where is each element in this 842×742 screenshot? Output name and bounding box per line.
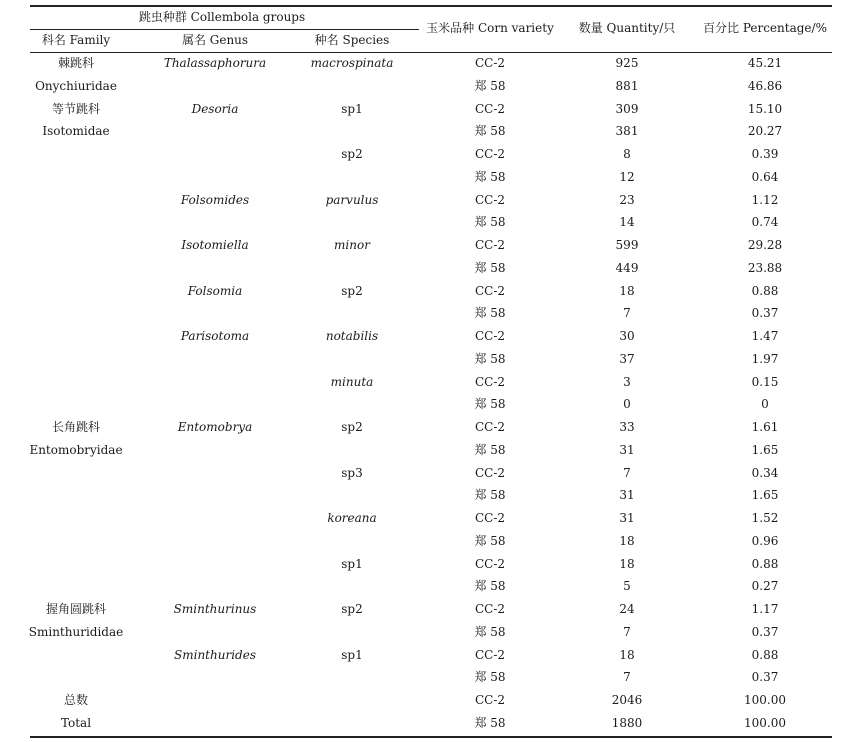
cell-percentage: 0.15 — [751, 374, 779, 389]
cell-variety: CC-2 — [474, 511, 506, 525]
cell-percentage: 0.34 — [751, 465, 779, 480]
cell-variety: 郑 58 — [474, 397, 506, 412]
cell-quantity: 449 — [615, 260, 639, 275]
cell-quantity: 7 — [623, 670, 631, 685]
cell-percentage: 0.39 — [751, 147, 779, 161]
cell-quantity: 12 — [619, 169, 635, 184]
cell-variety: CC-2 — [474, 556, 506, 571]
cell-variety: 郑 58 — [474, 215, 506, 230]
cell-variety: CC-2 — [474, 56, 506, 70]
header-family: 科名 Family — [41, 33, 111, 47]
cell-species: sp2 — [341, 147, 363, 161]
cell-species: sp2 — [341, 602, 363, 616]
cell-percentage: 15.10 — [747, 101, 783, 116]
cell-percentage: 0.96 — [751, 533, 779, 548]
cell-family: Total — [60, 715, 92, 730]
cell-genus: Desoria — [191, 101, 239, 116]
cell-variety: CC-2 — [474, 101, 506, 116]
cell-variety: 郑 58 — [474, 624, 506, 639]
cell-quantity: 7 — [623, 306, 631, 321]
header-bottom-rule — [30, 52, 832, 53]
cell-percentage: 0.64 — [751, 169, 779, 184]
cell-variety: 郑 58 — [474, 715, 506, 730]
cell-percentage: 1.97 — [751, 351, 779, 366]
cell-species: minor — [334, 238, 370, 252]
cell-percentage: 1.61 — [751, 420, 779, 434]
cell-genus: Sminthurinus — [173, 602, 257, 616]
header-percentage: 百分比 Percentage/% — [703, 21, 827, 35]
cell-family: 握角圆跳科 — [45, 602, 107, 616]
cell-family: 总数 — [63, 693, 89, 707]
cell-species: sp3 — [341, 465, 363, 480]
cell-variety: CC-2 — [474, 420, 506, 434]
cell-percentage: 0.88 — [751, 556, 779, 571]
cell-species: notabilis — [325, 329, 379, 343]
cell-percentage: 23.88 — [747, 260, 783, 275]
cell-genus: Sminthurides — [174, 647, 256, 662]
cell-quantity: 14 — [619, 215, 635, 230]
header-quantity: 数量 Quantity/只 — [578, 21, 676, 35]
cell-variety: CC-2 — [474, 147, 506, 161]
group-header-rule — [30, 29, 419, 30]
cell-family: Isotomidae — [42, 124, 110, 139]
cell-genus: Entomobrya — [177, 420, 253, 434]
cell-family: Sminthurididae — [28, 624, 124, 639]
cell-genus: Parisotoma — [180, 329, 250, 343]
cell-quantity: 2046 — [611, 693, 643, 707]
cell-percentage: 29.28 — [747, 238, 783, 252]
cell-variety: 郑 58 — [474, 260, 506, 275]
cell-percentage: 1.12 — [751, 192, 779, 207]
cell-family: 棘跳科 — [57, 56, 95, 70]
cell-percentage: 1.47 — [751, 329, 779, 343]
cell-family: 等节跳科 — [51, 101, 101, 116]
cell-quantity: 31 — [619, 488, 635, 503]
cell-quantity: 24 — [619, 602, 635, 616]
cell-quantity: 925 — [615, 56, 639, 70]
cell-quantity: 18 — [619, 556, 635, 571]
cell-percentage: 1.17 — [751, 602, 779, 616]
cell-variety: 郑 58 — [474, 579, 506, 594]
cell-variety: CC-2 — [474, 647, 506, 662]
header-collembola-groups: 跳虫种群 Collembola groups — [138, 10, 306, 24]
header-corn-variety: 玉米品种 Corn variety — [426, 21, 554, 35]
cell-quantity: 37 — [619, 351, 635, 366]
cell-quantity: 309 — [615, 101, 639, 116]
cell-variety: 郑 58 — [474, 78, 506, 93]
cell-quantity: 1880 — [611, 715, 643, 730]
cell-variety: CC-2 — [474, 465, 506, 480]
cell-quantity: 18 — [619, 647, 635, 662]
cell-variety: 郑 58 — [474, 306, 506, 321]
cell-percentage: 0.37 — [751, 624, 779, 639]
cell-variety: CC-2 — [474, 374, 506, 389]
cell-percentage: 0.74 — [751, 215, 779, 230]
cell-percentage: 46.86 — [747, 78, 783, 93]
cell-percentage: 0.37 — [751, 670, 779, 685]
cell-species: sp1 — [341, 101, 363, 116]
cell-quantity: 7 — [623, 465, 631, 480]
header-species: 种名 Species — [314, 33, 390, 47]
cell-percentage: 0.27 — [751, 579, 779, 594]
cell-variety: 郑 58 — [474, 533, 506, 548]
top-rule — [30, 5, 832, 7]
cell-variety: 郑 58 — [474, 169, 506, 184]
cell-quantity: 7 — [623, 624, 631, 639]
cell-variety: 郑 58 — [474, 488, 506, 503]
cell-percentage: 0.88 — [751, 647, 779, 662]
cell-percentage: 100.00 — [744, 715, 786, 730]
cell-species: sp1 — [341, 556, 363, 571]
cell-variety: CC-2 — [474, 693, 506, 707]
cell-variety: 郑 58 — [474, 351, 506, 366]
cell-family: Onychiuridae — [35, 78, 117, 93]
cell-quantity: 23 — [619, 192, 635, 207]
cell-percentage: 0 — [761, 397, 769, 412]
cell-percentage: 1.65 — [751, 488, 779, 503]
cell-percentage: 0.37 — [751, 306, 779, 321]
cell-variety: CC-2 — [474, 192, 506, 207]
cell-quantity: 31 — [619, 442, 635, 457]
cell-quantity: 3 — [623, 374, 631, 389]
cell-percentage: 100.00 — [744, 693, 786, 707]
cell-quantity: 8 — [623, 147, 631, 161]
cell-species: macrospinata — [310, 56, 394, 70]
cell-percentage: 1.52 — [751, 511, 779, 525]
cell-genus: Folsomides — [180, 192, 250, 207]
cell-variety: CC-2 — [474, 238, 506, 252]
cell-percentage: 0.88 — [751, 283, 779, 298]
cell-variety: 郑 58 — [474, 670, 506, 685]
cell-species: sp2 — [341, 420, 363, 434]
cell-species: koreana — [327, 511, 377, 525]
cell-species: parvulus — [325, 192, 379, 207]
cell-family: 长角跳科 — [51, 420, 101, 434]
cell-percentage: 20.27 — [747, 124, 783, 139]
cell-percentage: 45.21 — [747, 56, 783, 70]
cell-species: sp2 — [341, 283, 363, 298]
cell-quantity: 381 — [615, 124, 639, 139]
cell-variety: CC-2 — [474, 283, 506, 298]
cell-quantity: 18 — [619, 533, 635, 548]
cell-quantity: 881 — [615, 78, 639, 93]
header-genus: 属名 Genus — [181, 33, 249, 47]
cell-variety: 郑 58 — [474, 124, 506, 139]
cell-quantity: 5 — [623, 579, 631, 594]
cell-quantity: 0 — [623, 397, 631, 412]
cell-family: Entomobryidae — [29, 442, 123, 457]
cell-quantity: 31 — [619, 511, 635, 525]
cell-variety: 郑 58 — [474, 442, 506, 457]
cell-genus: Folsomia — [187, 283, 243, 298]
cell-quantity: 30 — [619, 329, 635, 343]
cell-percentage: 1.65 — [751, 442, 779, 457]
cell-quantity: 33 — [619, 420, 635, 434]
cell-quantity: 18 — [619, 283, 635, 298]
cell-quantity: 599 — [615, 238, 639, 252]
cell-genus: Thalassaphorura — [163, 56, 267, 70]
cell-genus: Isotomiella — [181, 238, 249, 252]
cell-species: minuta — [330, 374, 374, 389]
bottom-rule — [30, 736, 832, 738]
cell-species: sp1 — [341, 647, 363, 662]
cell-variety: CC-2 — [474, 602, 506, 616]
cell-variety: CC-2 — [474, 329, 506, 343]
